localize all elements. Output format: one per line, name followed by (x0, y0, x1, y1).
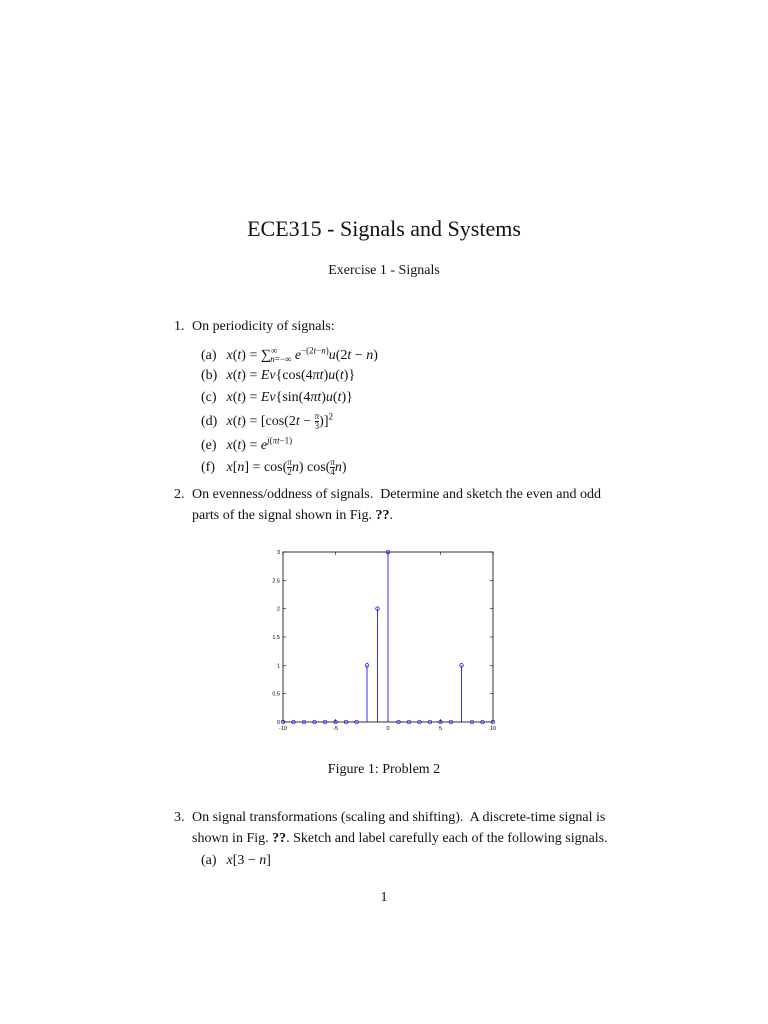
q1-text: On periodicity of signals: (192, 319, 335, 334)
y-tick-label: 2 (276, 606, 280, 613)
y-tick-label: 2.5 (272, 578, 280, 585)
figure-caption: Figure 1: Problem 2 (327, 762, 441, 777)
q1-item-b (201, 368, 355, 384)
x-tick-label: -10 (279, 726, 287, 732)
q3-figure-ref: ?? (272, 831, 287, 846)
y-tick-label: 0.5 (272, 691, 280, 698)
x-tick-label: -5 (333, 726, 338, 732)
q3-number: 3. (174, 810, 185, 825)
q1-item-e (201, 435, 292, 454)
page-number: 1 (380, 890, 388, 905)
q2-text (192, 484, 612, 526)
stem-plot (265, 540, 505, 740)
q3-line2-end: . Sketch and label carefully each of the following signals. (286, 831, 608, 846)
q1-formula-a: $x(t) = \sum^\infty_{n=-\infty}$ $e^{-(2t-n)}u(2t - n)$ (226, 345, 378, 365)
q2-line2-end: . (389, 508, 394, 523)
q2-line2-text: parts of the signal shown in Fig. (192, 508, 376, 523)
q1-item-f (201, 458, 347, 477)
q1-item-label: (e) (201, 437, 217, 453)
q3-text (192, 807, 612, 849)
q1-item-d (201, 411, 333, 431)
q1-formula-c: x(t) = Ev{sin(4πt)u(t)} (226, 390, 353, 405)
q1-item-label: (c) (201, 390, 217, 405)
x-tick-label: 5 (438, 726, 443, 732)
y-tick-label: 3 (276, 550, 280, 556)
q1-formula-d: x(t) = [cos(2t − $\frac{\pi}{3}$ )]$^2$ (226, 410, 333, 431)
x-tick-label: 0 (386, 726, 390, 732)
y-tick-label: 1.5 (272, 635, 280, 641)
page-title: ECE315 - Signals and Systems (247, 216, 521, 241)
q3-line2-text: shown in Fig. (192, 831, 273, 846)
q1-item-c (201, 390, 353, 406)
q3-line1: On signal transformations (scaling and shifting). A discrete-time signal is (192, 810, 606, 825)
q1-formula-e: $x(t) = e^{j(\pi t-1)}$ (226, 435, 293, 453)
q2-line2 (192, 505, 612, 526)
q1-number: 1. (174, 319, 185, 334)
page-subtitle: Exercise 1 - Signals (328, 263, 440, 278)
q1-item-label: (f) (201, 459, 215, 475)
y-tick-label: 0 (276, 720, 280, 726)
q2-line1: On evenness/oddness of signals. Determine and sketch the even and odd (192, 487, 602, 502)
q1-item-label: (b) (201, 368, 218, 383)
q1-formula-f: x[n] = cos( $\frac{\pi}{2}$ n) cos( $\frac{\pi}{4}$ n) (226, 457, 347, 477)
q2-figure-ref: ?? (375, 508, 390, 523)
q3-item-label: (a) (201, 853, 217, 868)
q1-item-label: (d) (201, 413, 218, 429)
x-tick-label: 10 (489, 726, 497, 732)
q1-item-label: (a) (201, 347, 217, 363)
q3-item-a (201, 853, 271, 869)
q3-line2 (192, 828, 612, 849)
q3-formula-a: x[3 − n] (226, 853, 271, 868)
q1-item-a (201, 345, 378, 364)
y-tick-label: 1 (276, 663, 280, 670)
q2-number: 2. (174, 487, 185, 502)
q1-formula-b: x(t) = Ev{cos(4πt)u(t)} (226, 368, 356, 383)
